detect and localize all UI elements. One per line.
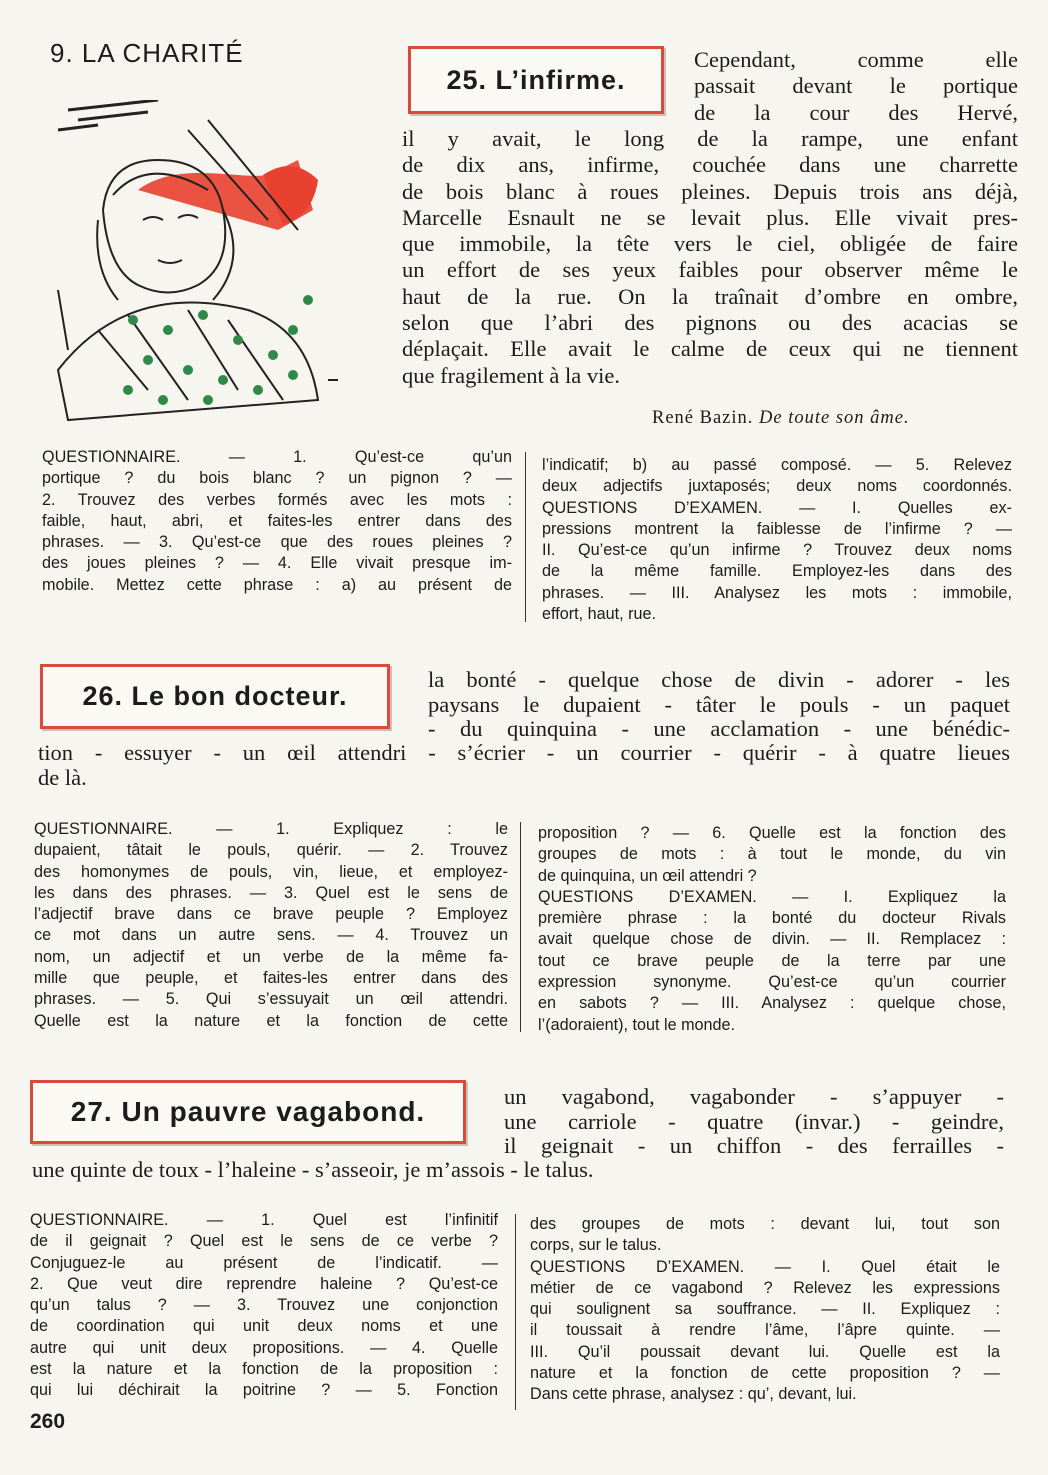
book-title: De toute son âme. (759, 408, 910, 428)
q-line: expression synonyme. Qu’est-ce qu’un courrier (538, 973, 1006, 992)
questionnaire-26-right (538, 823, 1006, 1036)
q-line: QUESTIONS D’EXAMEN. — I. Expliquez la (538, 887, 1006, 906)
text-line: que immobile, la tête vers le ciel, obligée de faire (402, 231, 1018, 257)
text-line: il y avait, le long de la rampe, une enfant (402, 126, 1018, 151)
vocab-line: - du quinquina - une acclamation - une bénédic- (428, 716, 1010, 741)
q-line: III. Qu’il poussait devant lui. Quelle est la (530, 1342, 1000, 1361)
q-line: phrases. — III. Analysez les mots : immobile, (542, 583, 1012, 602)
q-line: portique ? du bois blanc ? un pignon ? — (42, 469, 512, 488)
text-line: de bois blanc à roues pleines. Depuis trois ans déjà, (402, 178, 1018, 204)
lesson-25-text-top (694, 47, 1018, 126)
vocab-line: un vagabond, vagabonder - s’appuyer - (504, 1084, 1004, 1109)
text-line: de dix ans, infirme, couchée dans une charrette (402, 152, 1018, 178)
text-line: de la cour des Hervé, (694, 99, 1018, 125)
text-line: Marcelle Esnault ne se levait plus. Elle vivait pres- (402, 204, 1018, 230)
q-line: avait quelque chose de divin. — II. Remplacez : (538, 930, 1006, 949)
vocab-line: il geignait - un chiffon - des ferrailles - (504, 1133, 1004, 1158)
q-line: qu’un talus ? — 3. Trouvez une conjonction (30, 1296, 498, 1315)
q-line: l’adjectif brave dans ce brave peuple ? Employez (34, 905, 508, 924)
q-line: qui lui déchirait la poitrine ? — 5. Fonction (30, 1381, 498, 1400)
column-divider (520, 822, 521, 1032)
lesson-27-title: 27. Un pauvre vagabond. (30, 1080, 466, 1144)
text-line: selon que l’abri des pignons ou des acacias se (402, 310, 1018, 336)
q-line: l’(adoraient), tout le monde. (538, 1015, 736, 1034)
q-line: Quelle est la nature et la fonction de cette (34, 1011, 508, 1030)
q-line: faible, haut, abri, et faites-les entrer dans des (42, 511, 512, 530)
q-line: QUESTIONS D’EXAMEN. — I. Quel était le (530, 1257, 1000, 1276)
q-line: mille que peuple, et faites-les entrer dans des (34, 969, 508, 988)
lesson-26-vocab-top (428, 668, 1010, 742)
q-line: dupaient, tâtait le pouls, quérir. — 2. Trouvez (34, 841, 508, 860)
q-line: des homonymes de pouls, vin, lieue, et employez- (34, 862, 508, 881)
q-line: première phrase : la bonté du docteur Rivals (538, 909, 1006, 928)
lesson-27-vocab (32, 1158, 812, 1183)
q-line: il toussait à rendre l’âme, l’âpre quinte. — (530, 1321, 1000, 1340)
vocab-line: de là. (38, 764, 87, 790)
q-line: l’indicatif; b) au passé composé. — 5. Relevez (542, 456, 1012, 474)
text-line: déplaçait. Elle avait le calme de ceux qui ne tiennent (402, 336, 1018, 362)
questionnaire-26-left (34, 819, 508, 1032)
q-line: autre qui unit deux propositions. — 4. Quelle (30, 1338, 498, 1357)
q-line: tout ce brave peuple de la terre par une (538, 951, 1006, 970)
q-line: est la nature et la fonction de la proposition : (30, 1360, 498, 1379)
q-line: corps, sur le talus. (530, 1236, 662, 1255)
q-line: de coordination qui unit deux noms et une (30, 1317, 498, 1336)
q-line: nom, un adjectif et un verbe de la même fa- (34, 947, 508, 966)
text-line: Cependant, comme elle (694, 47, 1018, 72)
q-line: QUESTIONNAIRE. — 1. Qu’est-ce qu’un (42, 448, 512, 466)
text-line: un effort de ses yeux faibles pour observer même le (402, 257, 1018, 283)
author: René Bazin. (652, 408, 754, 428)
q-line: de quinquina, un œil attendri ? (538, 866, 757, 885)
q-line: QUESTIONS D’EXAMEN. — I. Quelles ex- (542, 498, 1012, 517)
questionnaire-25-left (42, 447, 512, 596)
lesson-26-vocab (38, 741, 1010, 790)
q-line: 2. Trouvez des verbes formés avec les mots : (42, 490, 512, 509)
q-line: les dans des phrases. — 3. Quel est le sens de (34, 883, 508, 902)
vocab-line: la bonté - quelque chose de divin - adorer - les (428, 667, 1010, 692)
q-line: ce mot dans un autre sens. — 4. Trouvez un (34, 926, 508, 945)
page-number: 260 (30, 1410, 66, 1433)
lesson-25-title: 25. L’infirme. (408, 46, 664, 114)
vocab-line: une carriole - quatre (invar.) - geindre, (504, 1108, 1004, 1134)
q-line: 2. Que veut dire reprendre haleine ? Qu’est-ce (30, 1274, 498, 1293)
q-line: Dans cette phrase, analysez : qu’, devant, lui. (530, 1385, 857, 1404)
questionnaire-27-left (30, 1210, 498, 1402)
text-line: passait devant le portique (694, 73, 1018, 99)
text-line: haut de la rue. On la traînait d’ombre en ombre, (402, 283, 1018, 309)
chapter-title: 9. LA CHARITÉ (50, 38, 244, 68)
q-line: phrases. — 3. Qu’est-ce que des roues pleines ? (42, 533, 512, 552)
q-line: effort, haut, rue. (542, 605, 656, 624)
q-line: deux adjectifs juxtaposés; deux noms coordonnés. (542, 477, 1012, 496)
q-line: de il geignait ? Quel est le sens de ce verbe ? (30, 1232, 498, 1251)
q-line: nature et la fonction de cette proposition ? — (530, 1364, 1000, 1383)
q-line: Conjuguez-le au présent de l’indicatif. — (30, 1253, 498, 1272)
lesson-26-title: 26. Le bon docteur. (40, 664, 390, 729)
q-line: phrases. — 5. Qui s’essuyait un œil attendri. (34, 990, 508, 1009)
column-divider (525, 452, 526, 622)
q-line: pressions montrent la faiblesse de l’infirme ? — (542, 519, 1012, 538)
vocab-line: tion - essuyer - un œil attendri - s’écrier - un courrier - quérir - à quatre lieues (38, 740, 1010, 765)
q-line: mobile. Mettez cette phrase : a) au présent de (42, 575, 512, 594)
lesson-27-vocab-top (504, 1085, 1004, 1159)
attribution (652, 408, 910, 429)
q-line: QUESTIONNAIRE. — 1. Quel est l’infinitif (30, 1211, 498, 1229)
column-divider (515, 1214, 516, 1410)
q-line: des joues pleines ? — 4. Elle vivait presque im- (42, 554, 512, 573)
lesson-25-text (402, 126, 1018, 389)
text-line: que fragilement à la vie. (402, 362, 621, 388)
q-line: QUESTIONNAIRE. — 1. Expliquez : le (34, 820, 508, 838)
q-line: proposition ? — 6. Quelle est la fonction des (538, 824, 1006, 842)
vocab-line: une quinte de toux - l’haleine - s’asseoir, je m’assois - le talus. (32, 1157, 594, 1182)
q-line: groupes de mots : à tout le monde, du vin (538, 845, 1006, 864)
q-line: de la même famille. Employez-les dans des (542, 562, 1012, 581)
q-line: II. Qu’est-ce qu’un infirme ? Trouvez deux noms (542, 541, 1012, 560)
q-line: des groupes de mots : devant lui, tout son (530, 1215, 1000, 1233)
sick-girl-illustration (38, 100, 338, 430)
questionnaire-25-right (542, 455, 1012, 625)
q-line: qui soulignent sa souffrance. — II. Expliquez : (530, 1300, 1000, 1319)
questionnaire-27-right (530, 1214, 1000, 1406)
vocab-line: paysans le dupaient - tâter le pouls - un paquet (428, 691, 1010, 717)
q-line: en sabots ? — III. Analysez : quelque chose, (538, 994, 1006, 1013)
q-line: métier de ce vagabond ? Relevez les expressions (530, 1278, 1000, 1297)
